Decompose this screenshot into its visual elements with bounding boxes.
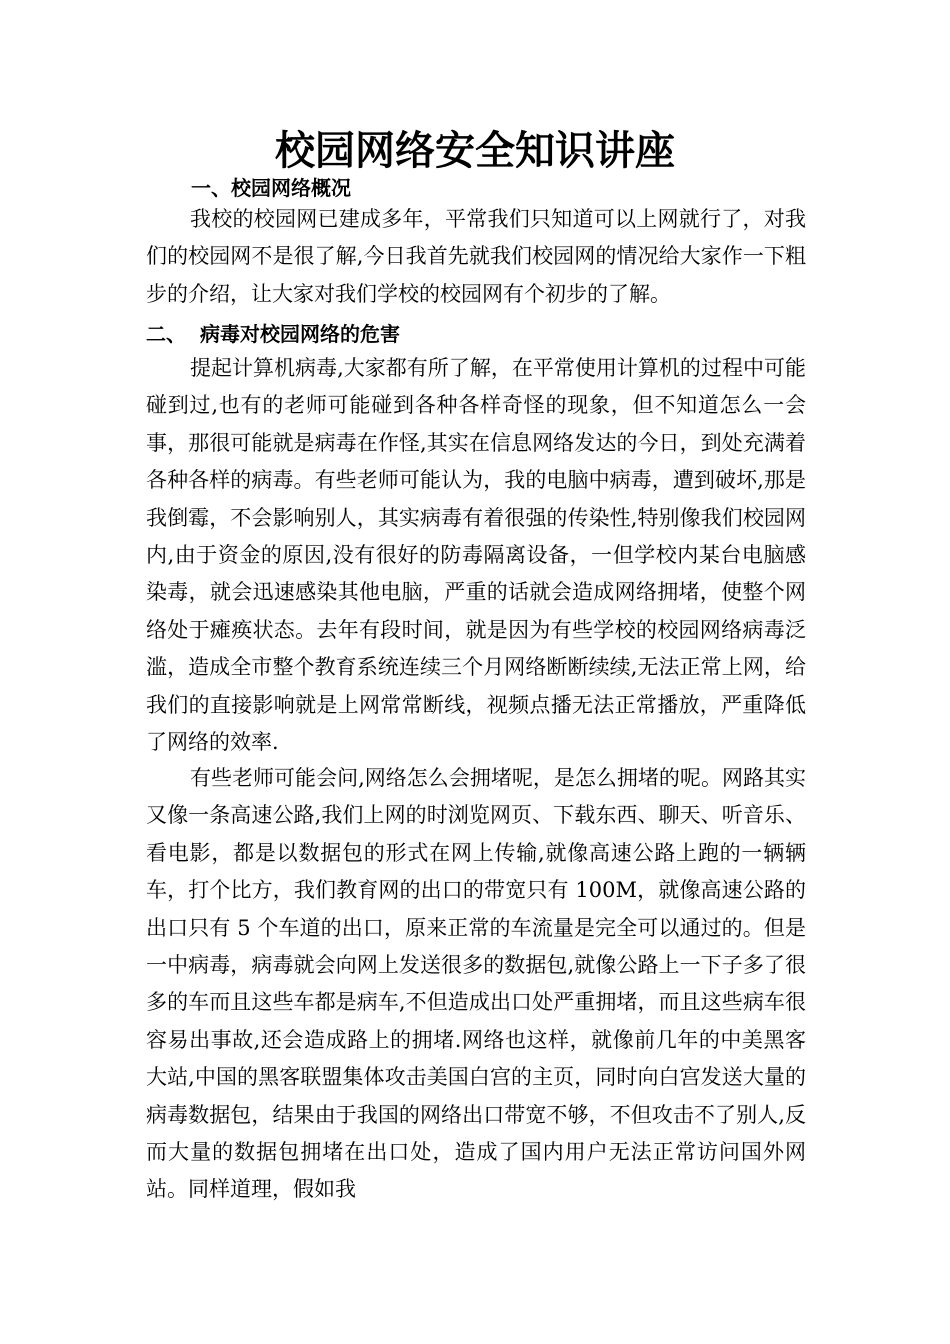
document-title: 校园网络安全知识讲座 — [275, 128, 675, 174]
section-1-paragraph: 我校的校园网已建成多年，平常我们只知道可以上网就行了，对我们的校园网不是很了解,今日我首先就我们校园网的情况给大家作一下粗步的介绍，让大家对我们学校的校园网有个初步的了解。 — [146, 207, 806, 306]
section-2-paragraph-2: 有些老师可能会问,网络怎么会拥堵呢，是怎么拥堵的呢。网路其实又像一条高速公路,我们上网的时浏览网页、下载东西、聊天、听音乐、看电影，都是以数据包的形式在网上传输,就像高速公路上跑的一辆辆车，打个比方，我们教育网的出口的带宽只有 100M，就像高速公路的出口只有 5 个车道的出口，原来正常的车流量是完全可以通过的。但是一中病毒，病毒就会向网上发送很多的数据包,就像公路上一下子多了很多的车而且这些车都是病车,不但造成出口处严重拥堵，而且这些病车很容易出事故,还会造成路上的拥堵.网络也这样，就像前几年的中美黑客大站,中国的黑客联盟集体攻击美国白宫的主页，同时向白宫发送大量的病毒数据包，结果由于我国的网络出口带宽不够，不但攻击不了别人,反而大量的数据包拥堵在出口处，造成了国内用户无法正常访问国外网站。同样道理，假如我 — [146, 766, 806, 1202]
section-number-2: 二、 — [146, 322, 186, 346]
section-2-paragraph-1: 提起计算机病毒,大家都有所了解，在平常使用计算机的过程中可能碰到过,也有的老师可能碰到各种各样奇怪的现象，但不知道怎么一会事，那很可能就是病毒在作怪,其实在信息网络发达的今日，到处充满着各种各样的病毒。有些老师可能认为，我的电脑中病毒，遭到破坏,那是我倒霉，不会影响别人，其实病毒有着很强的传染性,特别像我们校园网内,由于资金的原因,没有很好的防毒隔离设备，一但学校内某台电脑感染毒，就会迅速感染其他电脑，严重的话就会造成网络拥堵，使整个网络处于瘫痪状态。去年有段时间，就是因为有些学校的校园网络病毒泛滥，造成全市整个教育系统连续三个月网络断断续续,无法正常上网，给我们的直接影响就是上网常常断线，视频点播无法正常播放，严重降低了网络的效率. — [146, 356, 806, 755]
section-heading-2 — [146, 320, 400, 348]
section-heading-2-text: 病毒对校园网络的危害 — [200, 322, 400, 346]
section-heading-1: 一、校园网络概况 — [191, 176, 351, 200]
